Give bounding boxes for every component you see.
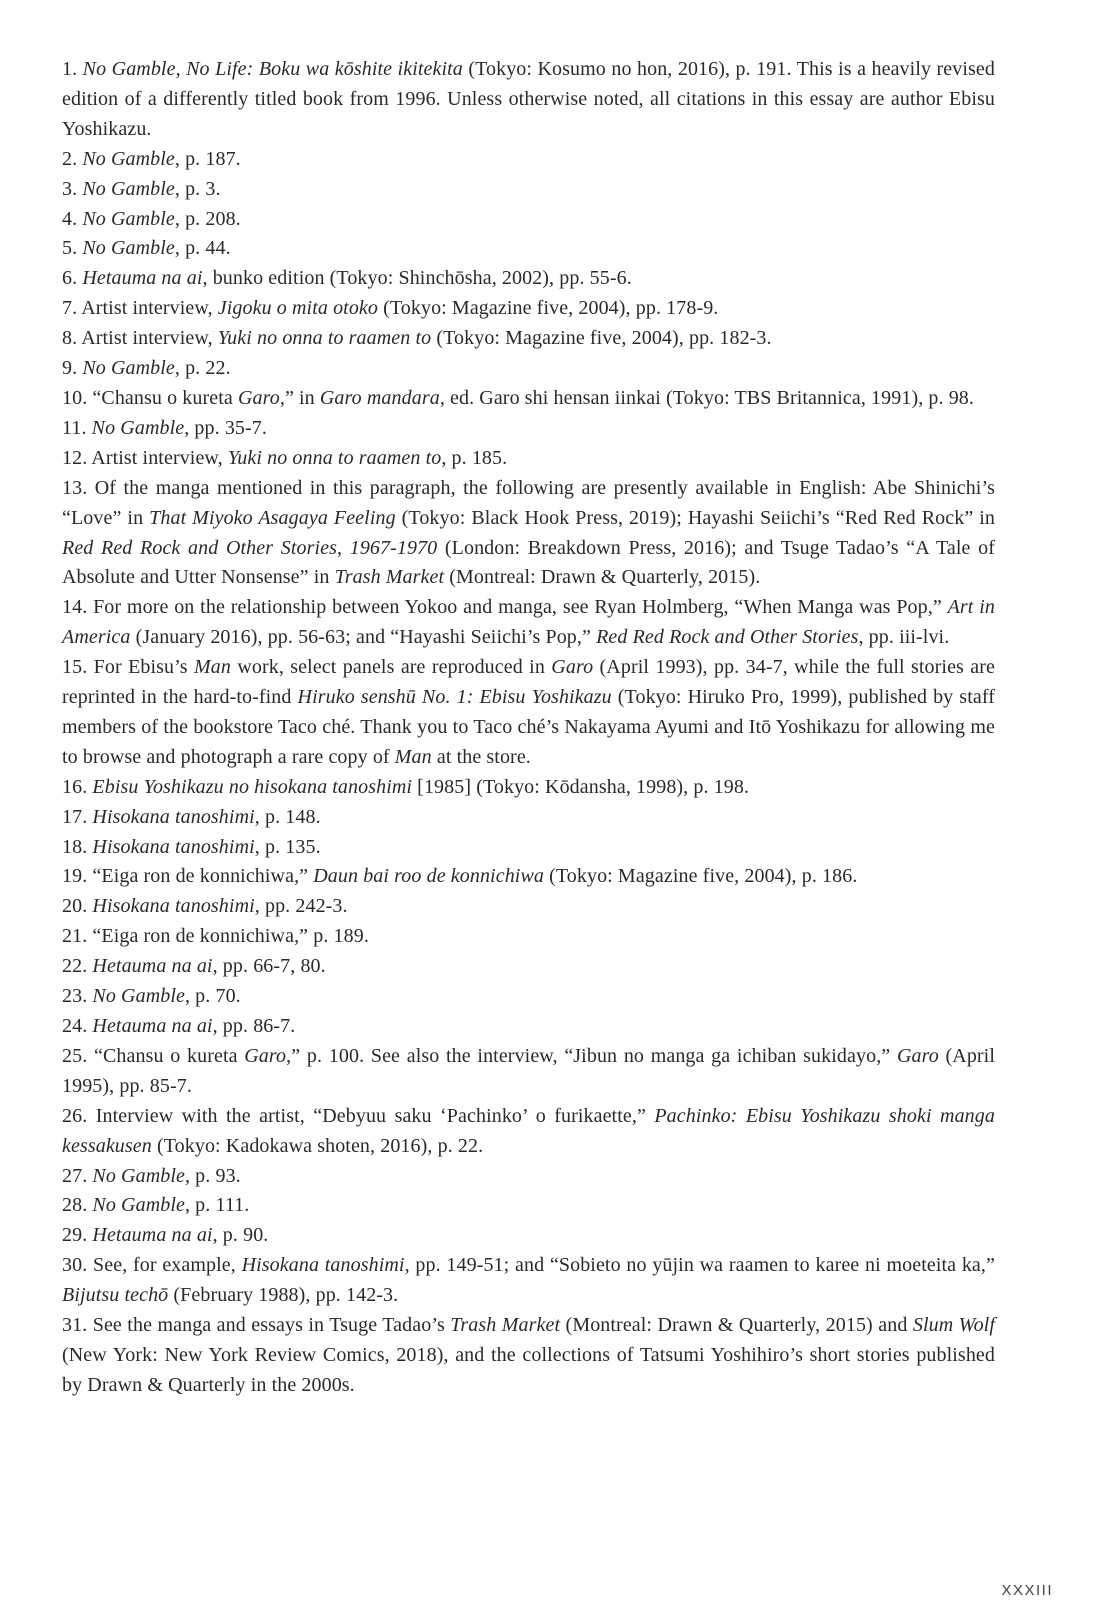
cited-title: Man <box>394 745 432 768</box>
note-text: 24. <box>62 1015 93 1037</box>
note-text: 23. <box>62 985 93 1008</box>
note-text: (London: Breakdown Press, 2016); and Tsuge Tadao’s “A Tale of Absolute and Utter Nonsense” in <box>62 536 995 589</box>
note-text: 1. <box>62 58 83 80</box>
note-text: [1985] (Tokyo: Kōdansha, 1998), p. 198. <box>412 775 750 798</box>
endnote-28 <box>62 1191 995 1221</box>
note-text: , p. 70. <box>184 985 241 1008</box>
cited-title: Hetauma na ai <box>92 955 213 978</box>
cited-title: No Gamble <box>82 147 175 170</box>
endnote-27 <box>62 1162 995 1192</box>
note-text: 17. <box>62 805 93 828</box>
note-text: , p. 90. <box>212 1224 269 1247</box>
cited-title: No Gamble <box>91 416 185 439</box>
cited-title: Ebisu Yoshikazu no hisokana tanoshimi <box>92 775 413 798</box>
cited-title: Yuki no onna to raamen to <box>217 327 432 350</box>
note-text: , p. 187. <box>174 147 241 170</box>
endnote-2 <box>62 145 995 175</box>
cited-title: Jigoku o mita otoko <box>217 297 378 320</box>
note-text: , p. 22. <box>174 357 231 380</box>
cited-title: No Gamble, No Life: Boku wa kōshite ikitekita <box>82 58 463 80</box>
note-text: 6. <box>62 267 83 290</box>
cited-title: Hisokana tanoshimi <box>92 835 255 858</box>
note-text: , p. 44. <box>174 237 231 260</box>
note-text: ,” p. 100. See also the interview, “Jibun no manga ga ichiban sukidayo,” <box>286 1044 897 1067</box>
endnote-4 <box>62 205 995 235</box>
note-text: (Tokyo: Magazine five, 2004), p. 186. <box>544 865 858 888</box>
cited-title: Garo <box>896 1044 939 1067</box>
cited-title: Garo <box>244 1044 287 1067</box>
cited-title: That Miyoko Asagaya Feeling <box>149 506 396 529</box>
note-text: , p. 185. <box>441 446 508 469</box>
note-text: (Tokyo: Magazine five, 2004), pp. 182-3. <box>431 327 772 350</box>
endnote-17 <box>62 803 995 833</box>
endnote-3 <box>62 175 995 205</box>
cited-title: Garo <box>551 656 594 679</box>
endnote-22 <box>62 952 995 982</box>
note-text: (New York: New York Review Comics, 2018), and the collections of Tatsumi Yoshihiro’s short stories published by Drawn & Quarterly in the 2000s. <box>62 1343 995 1396</box>
note-text: 27. <box>62 1164 93 1187</box>
note-text: , pp. iii-lvi. <box>858 626 950 649</box>
endnote-5 <box>62 234 995 264</box>
note-text: , pp. 149-51; and “Sobieto no yūjin wa raamen to karee ni moeteita ka,” <box>404 1254 995 1277</box>
note-text: 3. <box>62 177 83 200</box>
page-number: XXXIII <box>1001 1582 1053 1599</box>
cited-title: Pachinko: Ebisu Yoshikazu shoki manga kessakusen <box>62 1104 995 1157</box>
cited-title: Hetauma na ai <box>82 267 203 290</box>
cited-title: Bijutsu techō <box>62 1284 169 1307</box>
note-text: 25. “Chansu o kureta <box>62 1044 245 1067</box>
note-text: , ed. Garo shi hensan iinkai (Tokyo: TBS Britannica, 1991), p. 98. <box>439 386 975 409</box>
endnote-7 <box>62 294 995 324</box>
note-text: 22. <box>62 955 93 978</box>
endnote-9 <box>62 354 995 384</box>
cited-title: No Gamble <box>82 207 175 230</box>
note-text: , p. 135. <box>254 835 321 858</box>
endnote-13 <box>62 474 995 594</box>
note-text: 21. “Eiga ron de konnichiwa,” p. 189. <box>62 925 369 948</box>
note-text: , p. 93. <box>184 1164 241 1187</box>
cited-title: Hiruko senshū No. 1: Ebisu Yoshikazu <box>297 686 612 709</box>
note-text: 20. <box>62 895 93 918</box>
note-text: (Tokyo: Black Hook Press, 2019); Hayashi Seiichi’s “Red Red Rock” in <box>395 506 996 529</box>
note-text: 7. Artist interview, <box>62 297 218 320</box>
note-text: 14. For more on the relationship between Yokoo and manga, see Ryan Holmberg, “When Manga was Pop,” <box>62 596 948 619</box>
cited-title: Slum Wolf <box>912 1314 995 1337</box>
endnote-10 <box>62 384 995 414</box>
note-text: , p. 208. <box>174 207 241 230</box>
note-text: 10. “Chansu o kureta <box>62 386 238 409</box>
cited-title: Red Red Rock and Other Stories, 1967-1970 <box>62 536 438 559</box>
note-text: 31. See the manga and essays in Tsuge Tadao’s <box>62 1314 451 1337</box>
note-text: , pp. 35-7. <box>184 416 267 439</box>
note-text: 11. <box>62 416 92 439</box>
endnote-29 <box>62 1221 995 1251</box>
cited-title: No Gamble <box>82 177 175 200</box>
note-text: 19. “Eiga ron de konnichiwa,” <box>62 865 314 888</box>
cited-title: Art in America <box>62 596 995 649</box>
note-text: 8. Artist interview, <box>62 327 218 350</box>
cited-title: Trash Market <box>334 566 445 589</box>
note-text: (January 2016), pp. 56-63; and “Hayashi Seiichi’s Pop,” <box>130 626 597 649</box>
cited-title: Hisokana tanoshimi <box>241 1254 405 1277</box>
note-text: (Tokyo: Kosumo no hon, 2016), p. 191. This is a heavily revised edition of a differently titled book from 1996. Unless otherwise noted, all citations in this essay are author Ebisu Yoshikazu. <box>62 58 995 140</box>
endnote-23 <box>62 982 995 1012</box>
note-text: 30. See, for example, <box>62 1254 242 1277</box>
note-text: , bunko edition (Tokyo: Shinchōsha, 2002), pp. 55-6. <box>202 267 632 290</box>
endnote-26 <box>62 1102 995 1162</box>
note-text: , pp. 242-3. <box>254 895 348 918</box>
cited-title: No Gamble <box>82 237 175 260</box>
note-text: 12. Artist interview, <box>62 446 228 469</box>
note-text: (February 1988), pp. 142-3. <box>168 1284 399 1307</box>
endnote-14 <box>62 593 995 653</box>
cited-title: No Gamble <box>92 1194 185 1217</box>
cited-title: Garo <box>237 386 280 409</box>
cited-title: Red Red Rock and Other Stories <box>596 626 859 649</box>
note-text: 9. <box>62 357 83 380</box>
note-text: , pp. 86-7. <box>212 1015 296 1037</box>
note-text: 29. <box>62 1224 93 1247</box>
endnotes-list <box>62 55 995 1401</box>
note-text: , p. 3. <box>174 177 221 200</box>
note-text: , p. 111. <box>184 1194 250 1217</box>
endnote-20 <box>62 892 995 922</box>
cited-title: Hetauma na ai <box>92 1015 213 1037</box>
note-text: 4. <box>62 207 83 230</box>
note-text: 13. Of the manga mentioned in this paragraph, the following are presently available in English: Abe Shinichi’s “Love” in <box>62 476 995 529</box>
cited-title: No Gamble <box>92 985 185 1008</box>
endnote-11 <box>62 414 995 444</box>
note-text: ,” in <box>279 386 320 409</box>
endnote-19 <box>62 862 995 892</box>
cited-title: Hisokana tanoshimi <box>92 895 255 918</box>
cited-title: Garo mandara <box>319 386 440 409</box>
endnote-12 <box>62 444 995 474</box>
endnote-8 <box>62 324 995 354</box>
cited-title: Man <box>194 656 231 679</box>
cited-title: Hetauma na ai <box>92 1224 213 1247</box>
cited-title: Trash Market <box>450 1314 561 1337</box>
note-text: , p. 148. <box>254 805 321 828</box>
endnote-30 <box>62 1251 995 1311</box>
endnote-25 <box>62 1042 995 1102</box>
note-text: work, select panels are reproduced in <box>231 656 552 679</box>
note-text: 2. <box>62 147 83 170</box>
note-text: (April 1995), pp. 85-7. <box>62 1044 995 1097</box>
endnote-18 <box>62 833 995 863</box>
note-text: , pp. 66-7, 80. <box>212 955 326 978</box>
cited-title: No Gamble <box>92 1164 185 1187</box>
note-text: (Montreal: Drawn & Quarterly, 2015) and <box>560 1314 913 1337</box>
note-text: (April 1993), pp. 34-7, while the full stories are reprinted in the hard-to-find <box>62 656 995 709</box>
endnote-31 <box>62 1311 995 1401</box>
cited-title: Yuki no onna to raamen to <box>227 446 442 469</box>
note-text: (Tokyo: Magazine five, 2004), pp. 178-9. <box>378 297 719 320</box>
endnote-15 <box>62 653 995 773</box>
note-text: 16. <box>62 775 93 798</box>
note-text: at the store. <box>431 745 531 768</box>
note-text: (Tokyo: Hiruko Pro, 1999), published by staff members of the bookstore Taco ché. Thank you to Taco ché’s Nakayama Ayumi and Itō Yoshikazu for allowing me to browse and photograph a rare copy of <box>62 686 995 768</box>
note-text: 18. <box>62 835 93 858</box>
note-text: (Montreal: Drawn & Quarterly, 2015). <box>444 566 761 589</box>
note-text: 15. For Ebisu’s <box>62 656 195 679</box>
note-text: (Tokyo: Kadokawa shoten, 2016), p. 22. <box>151 1134 484 1157</box>
cited-title: No Gamble <box>82 357 175 380</box>
note-text: 26. Interview with the artist, “Debyuu saku ‘Pachinko’ o furikaette,” <box>62 1104 655 1127</box>
endnote-16 <box>62 773 995 803</box>
endnote-1 <box>62 55 995 145</box>
cited-title: Daun bai roo de konnichiwa <box>313 865 544 888</box>
endnote-24 <box>62 1012 995 1042</box>
endnote-21 <box>62 922 995 952</box>
endnote-6 <box>62 264 995 294</box>
cited-title: Hisokana tanoshimi <box>92 805 255 828</box>
note-text: 5. <box>62 237 83 260</box>
note-text: 28. <box>62 1194 93 1217</box>
